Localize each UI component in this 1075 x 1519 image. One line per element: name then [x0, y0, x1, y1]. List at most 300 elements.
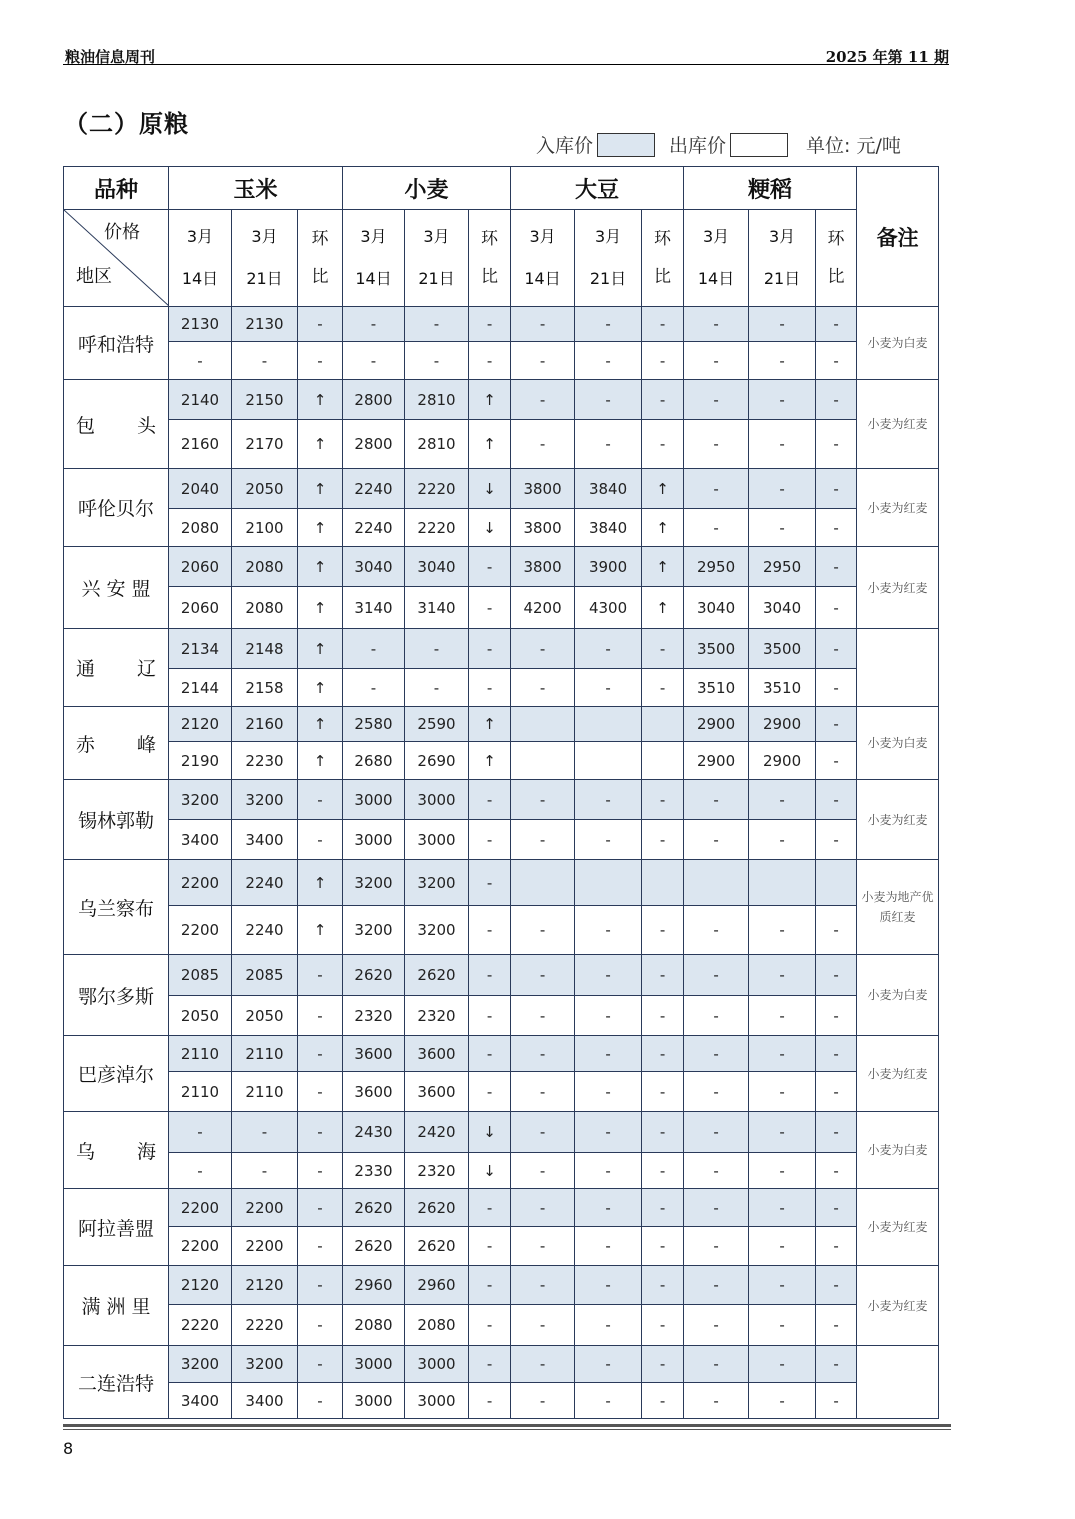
price-cell: 2230: [232, 742, 298, 780]
remark-cell: 小麦为红麦: [857, 380, 939, 469]
price-cell: 2620: [343, 1227, 405, 1266]
change-cell: ↑: [642, 547, 684, 587]
change-cell: -: [469, 955, 511, 996]
in-price-row: [64, 629, 939, 669]
date-day: 14日: [355, 269, 392, 288]
date-month: 3月: [768, 227, 796, 246]
in-price-label: 入库价: [536, 135, 594, 157]
price-cell: 2040: [169, 469, 232, 509]
change-cell: ↑: [298, 469, 343, 509]
price-cell: 2200: [169, 906, 232, 955]
date-day: 14日: [697, 269, 735, 288]
change-cell: -: [642, 906, 684, 955]
price-cell: 2200: [169, 1227, 232, 1266]
change-cell: -: [816, 307, 857, 342]
price-cell: 3900: [575, 547, 642, 587]
price-cell: -: [343, 669, 405, 707]
change-cell: -: [816, 1036, 857, 1072]
price-cell: 2170: [232, 420, 298, 469]
change-cell: [816, 860, 857, 906]
date-month: 3月: [529, 227, 556, 246]
price-cell: [575, 742, 642, 780]
price-cell: -: [405, 307, 469, 342]
in-price-row: [64, 860, 939, 906]
change-cell: -: [816, 509, 857, 547]
price-cell: -: [511, 1266, 575, 1305]
price-cell: -: [684, 1036, 749, 1072]
price-cell: -: [169, 1153, 232, 1189]
change-cell: ↑: [469, 380, 511, 420]
change-header: [642, 210, 684, 307]
price-cell: 3000: [405, 1383, 469, 1419]
region-name: 巴彦淖尔: [64, 1036, 169, 1112]
price-cell: -: [749, 1383, 816, 1419]
price-cell: 2900: [684, 707, 749, 742]
price-cell: 3510: [684, 669, 749, 707]
price-cell: -: [169, 342, 232, 380]
change-header-char: 环: [827, 229, 845, 249]
change-cell: -: [469, 342, 511, 380]
change-cell: [642, 707, 684, 742]
price-cell: 2580: [343, 707, 405, 742]
change-cell: ↑: [298, 509, 343, 547]
price-cell: -: [169, 1112, 232, 1153]
price-cell: 2220: [232, 1305, 298, 1346]
out-price-row: [64, 669, 939, 707]
price-cell: -: [684, 820, 749, 860]
price-cell: 2120: [232, 1266, 298, 1305]
in-price-row: [64, 1346, 939, 1383]
price-cell: 2800: [343, 380, 405, 420]
remark-cell: 小麦为红麦: [857, 547, 939, 629]
price-cell: 3840: [575, 469, 642, 509]
out-price-row: [64, 820, 939, 860]
change-cell: -: [816, 707, 857, 742]
price-cell: 2620: [343, 955, 405, 996]
region-name: 阿拉善盟: [64, 1189, 169, 1266]
change-cell: -: [642, 1305, 684, 1346]
price-cell: -: [511, 1036, 575, 1072]
price-cell: -: [749, 1153, 816, 1189]
change-cell: -: [816, 1346, 857, 1383]
change-cell: ↑: [298, 587, 343, 629]
region-name: 呼伦贝尔: [64, 469, 169, 547]
price-cell: 2320: [405, 1153, 469, 1189]
price-cell: 2220: [169, 1305, 232, 1346]
in-price-row: [64, 1112, 939, 1153]
price-cell: 2050: [232, 469, 298, 509]
price-cell: -: [684, 1346, 749, 1383]
price-cell: 2420: [405, 1112, 469, 1153]
change-cell: -: [816, 742, 857, 780]
change-cell: -: [816, 420, 857, 469]
change-cell: ↑: [469, 742, 511, 780]
region-name: 包 头: [64, 380, 169, 469]
running-header: [63, 44, 949, 65]
price-cell: -: [575, 420, 642, 469]
price-cell: 2690: [405, 742, 469, 780]
price-cell: -: [749, 1346, 816, 1383]
price-cell: 3800: [511, 469, 575, 509]
price-cell: [684, 860, 749, 906]
change-cell: -: [816, 587, 857, 629]
change-cell: ↑: [298, 906, 343, 955]
change-cell: -: [816, 1383, 857, 1419]
price-cell: 4200: [511, 587, 575, 629]
change-cell: -: [298, 1383, 343, 1419]
price-cell: 2080: [169, 509, 232, 547]
change-cell: -: [298, 307, 343, 342]
price-cell: [511, 707, 575, 742]
category-japonica-rice: 粳稻: [684, 167, 857, 210]
price-cell: 3600: [343, 1036, 405, 1072]
price-cell: -: [749, 906, 816, 955]
price-cell: -: [684, 1305, 749, 1346]
price-cell: -: [511, 820, 575, 860]
change-cell: -: [469, 307, 511, 342]
price-cell: 3500: [684, 629, 749, 669]
change-cell: ↑: [298, 380, 343, 420]
price-cell: -: [575, 780, 642, 820]
price-cell: -: [749, 820, 816, 860]
change-cell: -: [298, 780, 343, 820]
change-header: [298, 210, 343, 307]
change-cell: ↓: [469, 469, 511, 509]
date-day: 21日: [246, 269, 283, 288]
price-cell: 2900: [749, 707, 816, 742]
price-cell: 3400: [232, 1383, 298, 1419]
price-cell: -: [575, 1189, 642, 1227]
price-cell: 2240: [343, 509, 405, 547]
price-cell: -: [405, 669, 469, 707]
price-cell: -: [511, 380, 575, 420]
price-cell: 2100: [232, 509, 298, 547]
price-cell: 2050: [169, 996, 232, 1036]
date-header-date1: [169, 210, 232, 307]
price-cell: -: [575, 1036, 642, 1072]
change-cell: [642, 860, 684, 906]
price-cell: -: [749, 307, 816, 342]
price-cell: -: [684, 1383, 749, 1419]
date-header-date2: [749, 210, 816, 307]
price-cell: -: [343, 307, 405, 342]
price-cell: -: [684, 1153, 749, 1189]
price-cell: -: [511, 1189, 575, 1227]
price-cell: -: [749, 1305, 816, 1346]
corner-diagonal-cell: [64, 210, 169, 307]
price-cell: 2430: [343, 1112, 405, 1153]
price-cell: 2320: [405, 996, 469, 1036]
remark-cell: 小麦为地产优质红麦: [857, 860, 939, 955]
price-cell: 3200: [232, 1346, 298, 1383]
remark-cell: 小麦为红麦: [857, 1189, 939, 1266]
change-cell: -: [469, 1227, 511, 1266]
price-cell: [575, 860, 642, 906]
price-cell: -: [684, 307, 749, 342]
change-header-char: 比: [311, 267, 329, 287]
price-cell: 3800: [511, 509, 575, 547]
change-cell: ↑: [642, 509, 684, 547]
price-cell: -: [749, 342, 816, 380]
price-cell: 3000: [405, 780, 469, 820]
price-cell: -: [749, 380, 816, 420]
change-cell: -: [298, 1266, 343, 1305]
price-cell: 3400: [169, 1383, 232, 1419]
price-cell: 3000: [405, 820, 469, 860]
price-cell: 3000: [343, 780, 405, 820]
change-cell: -: [816, 469, 857, 509]
price-cell: 3600: [343, 1072, 405, 1112]
change-cell: -: [816, 380, 857, 420]
change-cell: -: [469, 1189, 511, 1227]
change-cell: ↑: [469, 707, 511, 742]
price-cell: -: [575, 629, 642, 669]
price-cell: 2144: [169, 669, 232, 707]
price-cell: 2120: [169, 707, 232, 742]
date-header-date2: [575, 210, 642, 307]
price-cell: 3840: [575, 509, 642, 547]
price-cell: -: [749, 955, 816, 996]
region-name: 呼和浩特: [64, 307, 169, 380]
price-cell: 2190: [169, 742, 232, 780]
price-cell: 2110: [169, 1072, 232, 1112]
price-cell: 2130: [169, 307, 232, 342]
in-price-row: [64, 780, 939, 820]
price-cell: -: [684, 955, 749, 996]
price-cell: -: [749, 469, 816, 509]
remarks-header: 备注: [857, 167, 939, 307]
price-cell: -: [684, 1266, 749, 1305]
date-month: 3月: [594, 227, 622, 246]
price-cell: 3600: [405, 1072, 469, 1112]
change-cell: -: [298, 996, 343, 1036]
price-cell: -: [684, 469, 749, 509]
price-cell: -: [684, 420, 749, 469]
price-cell: 2620: [405, 955, 469, 996]
change-cell: -: [469, 547, 511, 587]
change-header-char: 环: [654, 229, 672, 249]
change-cell: -: [816, 955, 857, 996]
change-cell: -: [816, 342, 857, 380]
change-cell: -: [642, 1153, 684, 1189]
category-wheat: 小麦: [343, 167, 511, 210]
change-header-char: 环: [311, 229, 329, 249]
remark-cell: 小麦为白麦: [857, 1112, 939, 1189]
price-cell: -: [575, 380, 642, 420]
price-cell: 2060: [169, 587, 232, 629]
price-cell: -: [511, 1072, 575, 1112]
region-name: 满 洲 里: [64, 1266, 169, 1346]
price-cell: -: [684, 1112, 749, 1153]
category-soybean: 大豆: [511, 167, 684, 210]
date-header-date1: [511, 210, 575, 307]
change-cell: [642, 742, 684, 780]
price-cell: -: [575, 1112, 642, 1153]
change-cell: -: [642, 1036, 684, 1072]
change-cell: -: [469, 1072, 511, 1112]
price-cell: -: [511, 1383, 575, 1419]
price-cell: -: [749, 996, 816, 1036]
change-cell: -: [642, 1227, 684, 1266]
date-day: 21日: [589, 269, 627, 288]
price-cell: -: [232, 342, 298, 380]
price-cell: 3510: [749, 669, 816, 707]
change-cell: -: [642, 996, 684, 1036]
change-cell: -: [816, 1266, 857, 1305]
price-cell: -: [749, 1189, 816, 1227]
section-title: （二）原粮: [64, 110, 189, 138]
out-price-row: [64, 342, 939, 380]
price-cell: -: [511, 1227, 575, 1266]
price-cell: 2160: [169, 420, 232, 469]
price-cell: -: [575, 342, 642, 380]
change-cell: -: [298, 1305, 343, 1346]
change-header-char: 环: [481, 229, 499, 249]
date-month: 3月: [360, 227, 387, 246]
date-header-date2: [232, 210, 298, 307]
price-cell: -: [749, 1227, 816, 1266]
out-price-row: [64, 1383, 939, 1419]
change-header-char: 比: [481, 267, 499, 287]
price-cell: 2320: [343, 996, 405, 1036]
change-header-char: 比: [654, 267, 672, 287]
corner-region-label: 地区: [76, 266, 112, 287]
price-cell: 2134: [169, 629, 232, 669]
price-cell: 3200: [169, 1346, 232, 1383]
price-cell: 2080: [343, 1305, 405, 1346]
change-cell: -: [642, 1266, 684, 1305]
change-cell: -: [469, 1266, 511, 1305]
price-cell: 2240: [343, 469, 405, 509]
out-price-row: [64, 996, 939, 1036]
change-cell: -: [298, 820, 343, 860]
price-cell: 2620: [405, 1227, 469, 1266]
price-cell: 2200: [232, 1189, 298, 1227]
in-price-row: [64, 1266, 939, 1305]
price-cell: 2148: [232, 629, 298, 669]
in-price-row: [64, 469, 939, 509]
price-cell: 2110: [169, 1036, 232, 1072]
price-cell: -: [511, 1346, 575, 1383]
price-cell: [511, 742, 575, 780]
date-day: 21日: [418, 269, 455, 288]
change-cell: -: [816, 1072, 857, 1112]
price-cell: 2950: [749, 547, 816, 587]
price-cell: 2810: [405, 420, 469, 469]
date-header-date1: [343, 210, 405, 307]
out-price-label: 出库价: [669, 135, 727, 157]
price-cell: 3040: [405, 547, 469, 587]
change-cell: ↑: [298, 420, 343, 469]
date-day: 14日: [524, 269, 561, 288]
price-cell: -: [575, 1346, 642, 1383]
change-cell: -: [816, 780, 857, 820]
price-cell: -: [511, 669, 575, 707]
change-cell: -: [816, 1112, 857, 1153]
price-cell: -: [511, 1112, 575, 1153]
price-cell: 2080: [232, 587, 298, 629]
remark-cell: 小麦为红麦: [857, 1266, 939, 1346]
out-price-row: [64, 1072, 939, 1112]
remark-cell: 小麦为红麦: [857, 1036, 939, 1112]
change-cell: ↓: [469, 509, 511, 547]
change-cell: -: [469, 860, 511, 906]
price-cell: 2240: [232, 860, 298, 906]
page-number: 8: [63, 1439, 74, 1458]
date-month: 3月: [702, 227, 730, 246]
change-cell: ↑: [298, 629, 343, 669]
change-cell: -: [298, 1346, 343, 1383]
change-header-char: 比: [827, 267, 845, 287]
price-cell: 3200: [405, 860, 469, 906]
date-month: 3月: [251, 227, 278, 246]
change-cell: -: [642, 780, 684, 820]
remark-cell: 小麦为白麦: [857, 955, 939, 1036]
unit-label: 单位: 元/吨: [806, 135, 901, 157]
region-name: 赤 峰: [64, 707, 169, 780]
price-cell: -: [749, 1112, 816, 1153]
change-header: [469, 210, 511, 307]
price-cell: 2590: [405, 707, 469, 742]
change-cell: ↓: [469, 1112, 511, 1153]
change-cell: -: [642, 342, 684, 380]
price-cell: 2050: [232, 996, 298, 1036]
out-price-row: [64, 742, 939, 780]
change-cell: -: [469, 629, 511, 669]
price-cell: 2950: [684, 547, 749, 587]
price-cell: 2060: [169, 547, 232, 587]
price-cell: -: [575, 1153, 642, 1189]
price-cell: -: [684, 380, 749, 420]
price-cell: 3200: [232, 780, 298, 820]
price-cell: 3200: [405, 906, 469, 955]
change-cell: -: [642, 1346, 684, 1383]
price-cell: 3040: [749, 587, 816, 629]
region-name: 鄂尔多斯: [64, 955, 169, 1036]
out-price-row: [64, 420, 939, 469]
change-cell: -: [816, 1153, 857, 1189]
price-cell: 2220: [405, 509, 469, 547]
change-cell: -: [469, 669, 511, 707]
price-cell: 3140: [405, 587, 469, 629]
out-price-row: [64, 1153, 939, 1189]
change-cell: -: [469, 1383, 511, 1419]
price-cell: 2960: [343, 1266, 405, 1305]
region-name: 乌兰察布: [64, 860, 169, 955]
out-price-swatch: [730, 133, 788, 157]
change-cell: -: [642, 1072, 684, 1112]
price-cell: -: [749, 1072, 816, 1112]
date-month: 3月: [186, 227, 214, 246]
change-cell: -: [469, 780, 511, 820]
change-cell: -: [642, 955, 684, 996]
price-cell: 3040: [343, 547, 405, 587]
change-cell: -: [816, 669, 857, 707]
price-cell: 2080: [405, 1305, 469, 1346]
price-cell: -: [749, 509, 816, 547]
price-cell: 2800: [343, 420, 405, 469]
price-cell: -: [405, 629, 469, 669]
change-cell: -: [642, 307, 684, 342]
price-cell: 4300: [575, 587, 642, 629]
price-cell: 3000: [405, 1346, 469, 1383]
price-cell: -: [575, 996, 642, 1036]
price-cell: 2110: [232, 1036, 298, 1072]
change-cell: -: [816, 547, 857, 587]
change-cell: -: [298, 1112, 343, 1153]
in-price-swatch: [597, 133, 655, 157]
issue-number: 2025 年第 11 期: [825, 48, 949, 66]
